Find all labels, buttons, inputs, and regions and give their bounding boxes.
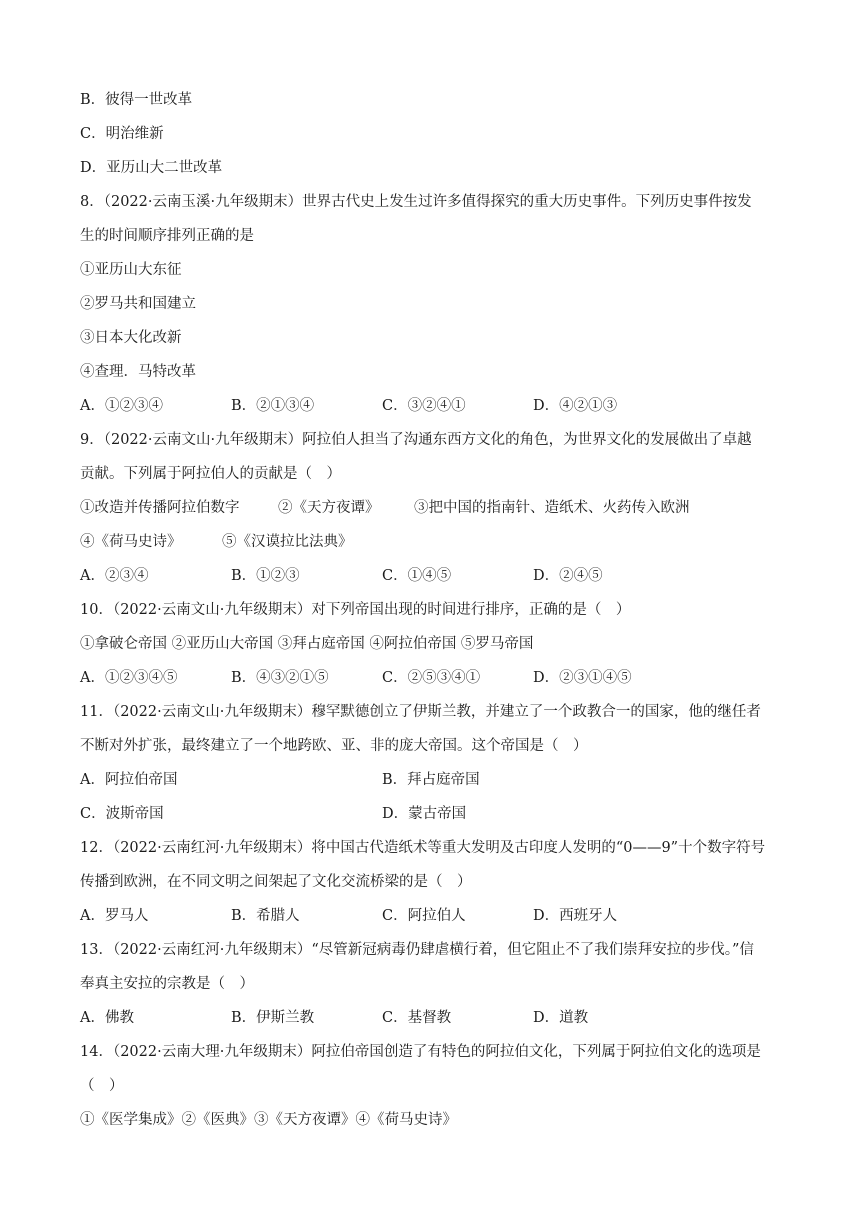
- q8-stem-line2: 生的时间顺序排列正确的是: [80, 228, 254, 244]
- q8-item-3: ③日本大化改新: [80, 330, 182, 346]
- q8-stem-line1: 8．（2022·云南玉溪·九年级期末）世界古代史上发生过许多值得探究的重大历史事件。下列历史事件按发: [80, 194, 752, 210]
- q10-items: ①拿破仑帝国 ②亚历山大帝国 ③拜占庭帝国 ④阿拉伯帝国 ⑤罗马帝国: [80, 636, 534, 652]
- q9-stem-line2: 贡献。下列属于阿拉伯人的贡献是（ ）: [80, 466, 341, 482]
- q8-item-4: ④查理．马特改革: [80, 364, 196, 380]
- q8-item-1: ①亚历山大东征: [80, 262, 182, 278]
- q13-option-d: D．道教: [533, 1010, 589, 1026]
- q13-stem-line2: 奉真主安拉的宗教是（ ）: [80, 976, 254, 992]
- q11-option-b: B．拜占庭帝国: [382, 772, 480, 788]
- q9-option-c: C．①④⑤: [382, 568, 452, 584]
- q11-option-a: A．阿拉伯帝国: [80, 772, 178, 788]
- q9-item-4: ④《荷马史诗》: [80, 534, 182, 550]
- q9-item-2: ②《天方夜谭》: [278, 500, 380, 516]
- q11-stem-line1: 11．（2022·云南文山·九年级期末）穆罕默德创立了伊斯兰教，并建立了一个政教合一的国家，他的继任者: [80, 704, 761, 720]
- q9-option-b: B．①②③: [231, 568, 300, 584]
- q9-item-3: ③把中国的指南针、造纸术、火药传入欧洲: [414, 500, 690, 516]
- q8-option-a: A．①②③④: [80, 398, 163, 414]
- q7-option-b: B．彼得一世改革: [80, 92, 193, 108]
- q8-option-c: C．③②④①: [382, 398, 466, 414]
- q12-option-a: A．罗马人: [80, 908, 149, 924]
- q11-stem-line2: 不断对外扩张，最终建立了一个地跨欧、亚、非的庞大帝国。这个帝国是（ ）: [80, 738, 588, 754]
- q8-option-b: B．②①③④: [231, 398, 315, 414]
- q14-items: ①《医学集成》②《医典》③《天方夜谭》④《荷马史诗》: [80, 1112, 457, 1128]
- q14-stem-line2: （ ）: [80, 1078, 124, 1094]
- q11-option-d: D．蒙古帝国: [382, 806, 467, 822]
- q9-item-1: ①改造并传播阿拉伯数字: [80, 500, 240, 516]
- q8-item-2: ②罗马共和国建立: [80, 296, 196, 312]
- q10-option-d: D．②③①④⑤: [533, 670, 632, 686]
- q10-stem: 10．（2022·云南文山·九年级期末）对下列帝国出现的时间进行排序，正确的是（ ）: [80, 602, 631, 618]
- q9-stem-line1: 9．（2022·云南文山·九年级期末）阿拉伯人担当了沟通东西方文化的角色，为世界文化的发展做出了卓越: [80, 432, 752, 448]
- q13-option-a: A．佛教: [80, 1010, 134, 1026]
- q9-option-d: D．②④⑤: [533, 568, 603, 584]
- q14-stem-line1: 14．（2022·云南大理·九年级期末）阿拉伯帝国创造了有特色的阿拉伯文化，下列属于阿拉伯文化的选项是: [80, 1044, 761, 1060]
- q11-option-c: C．波斯帝国: [80, 806, 164, 822]
- q12-stem-line2: 传播到欧洲，在不同文明之间架起了文化交流桥梁的是（ ）: [80, 874, 472, 890]
- q12-option-b: B．希腊人: [231, 908, 300, 924]
- q8-option-d: D．④②①③: [533, 398, 618, 414]
- q10-option-a: A．①②③④⑤: [80, 670, 178, 686]
- q9-option-a: A．②③④: [80, 568, 149, 584]
- q7-option-d: D．亚历山大二世改革: [80, 160, 223, 176]
- q10-option-b: B．④③②①⑤: [231, 670, 329, 686]
- q10-option-c: C．②⑤③④①: [382, 670, 481, 686]
- q13-option-b: B．伊斯兰教: [231, 1010, 315, 1026]
- q12-stem-line1: 12．（2022·云南红河·九年级期末）将中国古代造纸术等重大发明及古印度人发明的“0——9”十个数字符号: [80, 840, 766, 856]
- q12-option-c: C．阿拉伯人: [382, 908, 466, 924]
- q12-option-d: D．西班牙人: [533, 908, 618, 924]
- q13-stem-line1: 13．（2022·云南红河·九年级期末）“尽管新冠病毒仍肆虐横行着，但它阻止不了我们崇拜安拉的步伐。”信: [80, 942, 754, 958]
- q13-option-c: C．基督教: [382, 1010, 452, 1026]
- q9-item-5: ⑤《汉谟拉比法典》: [222, 534, 353, 550]
- q7-option-c: C．明治维新: [80, 126, 164, 142]
